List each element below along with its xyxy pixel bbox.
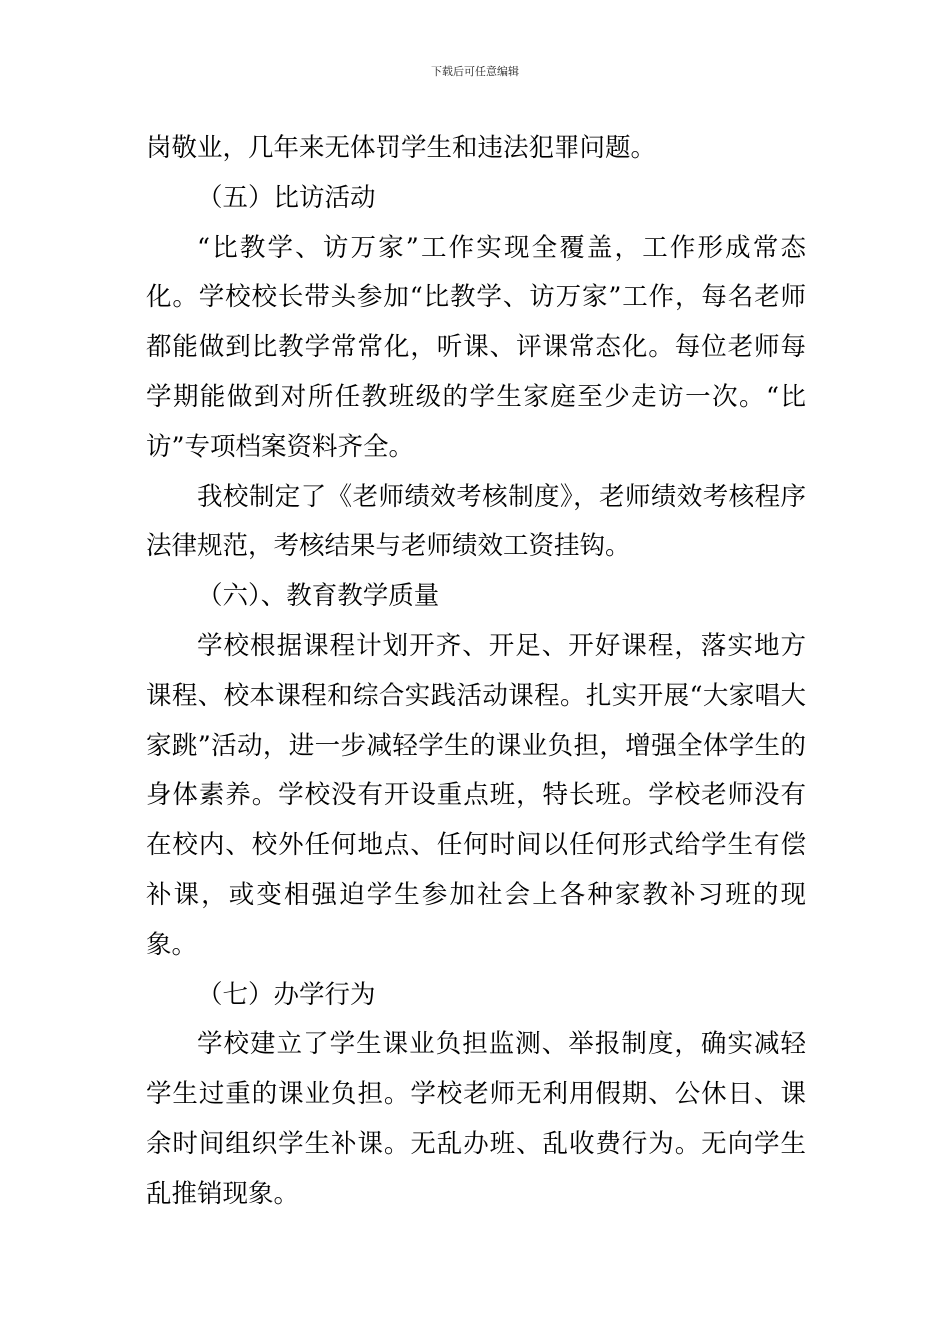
section-heading-six: （六）、教育教学质量 [197, 581, 440, 612]
page-header: 下载后可任意编辑 [431, 65, 519, 78]
paragraph-bifang-coverage: “比教学、访万家”工作实现全覆盖，工作形成常态化。学校校长带头参加“比教学、访万家”工作，每名老师都能做到比教学常常化，听课、评课常态化。每位老师每学期能做到对所任教班级的学生家庭至少走访一次。“比访”专项档案资料齐全。 [146, 232, 806, 462]
paragraph-teaching-quality: 学校根据课程计划开齐、开足、开好课程，落实地方课程、校本课程和综合实践活动课程。扎实开展“大家唱大家跳”活动，进一步减轻学生的课业负担，增强全体学生的身体素养。学校没有开设重点班，特长班。学校老师没有在校内、校外任何地点、任何时间以任何形式给学生有偿补课，或变相强迫学生参加社会上各种家教补习班的现象。 [146, 630, 806, 960]
section-heading-five: （五）比访活动 [197, 182, 376, 213]
section-heading-seven: （七）办学行为 [197, 979, 376, 1010]
document-body [146, 124, 806, 1220]
paragraph-continuation: 岗敬业，几年来无体罚学生和违法犯罪问题。 [146, 133, 657, 163]
paragraph-school-conduct: 学校建立了学生课业负担监测、举报制度，确实减轻学生过重的课业负担。学校老师无利用假期、公休日、课余时间组织学生补课。无乱办班、乱收费行为。无向学生乱推销现象。 [146, 1029, 806, 1209]
paragraph-performance-assessment: 我校制定了《老师绩效考核制度》，老师绩效考核程序法律规范，考核结果与老师绩效工资挂钩。 [146, 481, 806, 562]
